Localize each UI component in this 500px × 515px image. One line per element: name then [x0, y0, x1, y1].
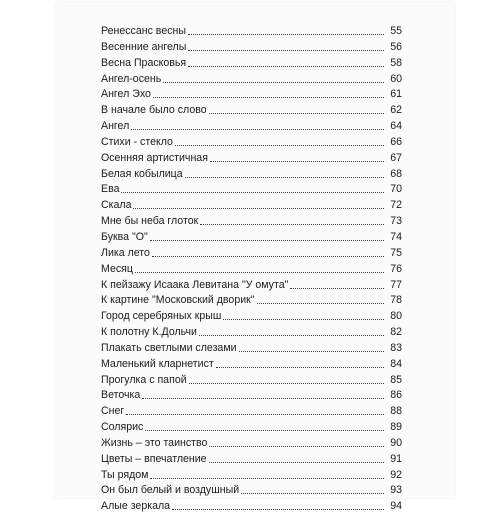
toc-entry-title: Цветы – впечатление [101, 452, 207, 465]
toc-entry-page-number: 72 [390, 199, 402, 212]
toc-entry-page-number: 88 [390, 405, 402, 418]
toc-entry-title: Он был белый и воздушный [101, 484, 240, 497]
toc-entry-title: Месяц [101, 262, 133, 275]
toc-entry [101, 452, 402, 468]
toc-entry-title: К картине "Московский дворик" [101, 294, 255, 307]
toc-dot-leader [150, 468, 384, 479]
toc-dot-leader [172, 499, 384, 510]
toc-entry [101, 293, 402, 309]
toc-entry-page-number: 56 [390, 40, 402, 53]
toc-dot-leader [163, 72, 384, 83]
toc-entry [101, 278, 402, 294]
table-of-contents [101, 24, 402, 515]
toc-dot-leader [209, 452, 384, 463]
toc-dot-leader [241, 483, 384, 494]
toc-entry-title: Осенняя артистичная [101, 151, 208, 164]
toc-entry-page-number: 58 [390, 56, 402, 69]
toc-entry [101, 167, 402, 183]
toc-entry [101, 404, 402, 420]
toc-entry-title: Ренессанс весны [101, 25, 186, 37]
toc-entry-title: Ангел [101, 120, 130, 133]
toc-entry-title: Весна Прасковья [101, 56, 187, 69]
toc-entry-title: Плакать светлыми слезами [101, 341, 237, 354]
toc-dot-leader [223, 309, 384, 320]
toc-entry [101, 468, 402, 484]
toc-entry-page-number: 94 [390, 500, 402, 513]
toc-entry-page-number: 76 [390, 262, 402, 275]
toc-entry [101, 483, 402, 499]
toc-dot-leader [209, 103, 384, 114]
toc-dot-leader [142, 388, 384, 399]
toc-dot-leader [200, 214, 384, 225]
toc-entry [101, 388, 402, 404]
toc-entry-page-number: 89 [390, 421, 402, 434]
toc-entry-title: Мне бы неба глоток [101, 215, 199, 228]
toc-entry-title: Жизнь – это таинство [101, 436, 208, 449]
toc-entry [101, 436, 402, 452]
toc-entry [101, 357, 402, 373]
toc-entry-page-number: 66 [390, 135, 402, 148]
toc-entry-page-number: 91 [390, 452, 402, 465]
toc-entry [101, 87, 402, 103]
toc-dot-leader [216, 357, 384, 368]
toc-entry-page-number: 68 [390, 167, 402, 180]
toc-entry-title: Скала [101, 199, 132, 212]
toc-entry [101, 246, 402, 262]
toc-entry [101, 420, 402, 436]
toc-entry-page-number: 80 [390, 310, 402, 323]
toc-dot-leader [209, 436, 384, 447]
toc-dot-leader [145, 420, 384, 431]
toc-entry-page-number: 55 [390, 25, 402, 37]
toc-dot-leader [150, 230, 384, 241]
toc-dot-leader [210, 151, 384, 162]
toc-entry-title: Лика лето [101, 246, 150, 259]
toc-entry [101, 151, 402, 167]
toc-dot-leader [185, 167, 384, 178]
toc-entry-title: К полотну К.Дольчи [101, 326, 197, 339]
toc-entry [101, 119, 402, 135]
toc-entry [101, 198, 402, 214]
toc-entry-title: Белая кобылица [101, 167, 183, 180]
toc-entry-title: В начале было слово [101, 104, 207, 117]
toc-entry-title: Ты рядом [101, 468, 149, 481]
toc-entry [101, 214, 402, 230]
toc-entry-title: Весенние ангелы [101, 40, 187, 53]
toc-dot-leader [188, 56, 384, 67]
toc-entry-page-number: 82 [390, 326, 402, 339]
toc-entry-page-number: 74 [390, 230, 402, 243]
toc-entry [101, 373, 402, 389]
toc-entry-title: Солярис [101, 421, 144, 434]
toc-entry-title: Снег [101, 405, 125, 418]
toc-entry [101, 499, 402, 515]
toc-dot-leader [131, 119, 384, 130]
toc-entry-title: Алые зеркала [101, 500, 171, 513]
toc-entry [101, 341, 402, 357]
toc-entry-page-number: 92 [390, 468, 402, 481]
toc-entry-title: Веточка [101, 389, 141, 402]
toc-dot-leader [257, 293, 384, 304]
toc-dot-leader [133, 198, 384, 209]
toc-entry [101, 325, 402, 341]
toc-dot-leader [153, 87, 384, 98]
toc-dot-leader [189, 373, 384, 384]
toc-entry-page-number: 85 [390, 373, 402, 386]
toc-dot-leader [126, 404, 384, 415]
toc-entry-page-number: 83 [390, 341, 402, 354]
toc-entry-page-number: 77 [390, 278, 402, 291]
toc-entry-page-number: 73 [390, 215, 402, 228]
toc-entry [101, 24, 402, 40]
toc-entry-title: К пейзажу Исаака Левитана "У омута" [101, 278, 289, 291]
toc-entry-title: Стихи - стекло [101, 135, 173, 148]
toc-entry-title: Город серебряных крыш [101, 310, 222, 323]
toc-entry [101, 103, 402, 119]
toc-dot-leader [175, 135, 384, 146]
toc-entry-page-number: 70 [390, 183, 402, 196]
toc-entry-page-number: 86 [390, 389, 402, 402]
toc-dot-leader [152, 246, 384, 257]
toc-dot-leader [135, 262, 384, 273]
toc-dot-leader [121, 182, 384, 193]
toc-entry-page-number: 62 [390, 104, 402, 117]
toc-entry-page-number: 61 [390, 88, 402, 101]
toc-entry [101, 72, 402, 88]
toc-entry-page-number: 75 [390, 246, 402, 259]
toc-entry-title: Ангел Эхо [101, 88, 151, 101]
toc-entry [101, 182, 402, 198]
toc-entry [101, 135, 402, 151]
toc-entry-page-number: 78 [390, 294, 402, 307]
toc-dot-leader [239, 341, 384, 352]
toc-entry-title: Ангел-осень [101, 72, 162, 85]
toc-entry-page-number: 90 [390, 436, 402, 449]
toc-dot-leader [290, 278, 384, 289]
toc-entry-title: Ева [101, 183, 120, 196]
toc-dot-leader [199, 325, 384, 336]
toc-entry-title: Прогулка с папой [101, 373, 187, 386]
toc-entry [101, 56, 402, 72]
toc-entry [101, 309, 402, 325]
toc-dot-leader [188, 40, 384, 51]
toc-dot-leader [188, 24, 384, 35]
toc-entry [101, 40, 402, 56]
toc-entry-page-number: 64 [390, 120, 402, 133]
toc-entry-page-number: 93 [390, 484, 402, 497]
toc-entry [101, 230, 402, 246]
toc-entry-title: Маленький кларнетист [101, 357, 214, 370]
toc-entry-title: Буква "О" [101, 230, 148, 243]
toc-entry-page-number: 60 [390, 72, 402, 85]
toc-entry-page-number: 67 [390, 151, 402, 164]
toc-entry [101, 262, 402, 278]
toc-entry-page-number: 84 [390, 357, 402, 370]
